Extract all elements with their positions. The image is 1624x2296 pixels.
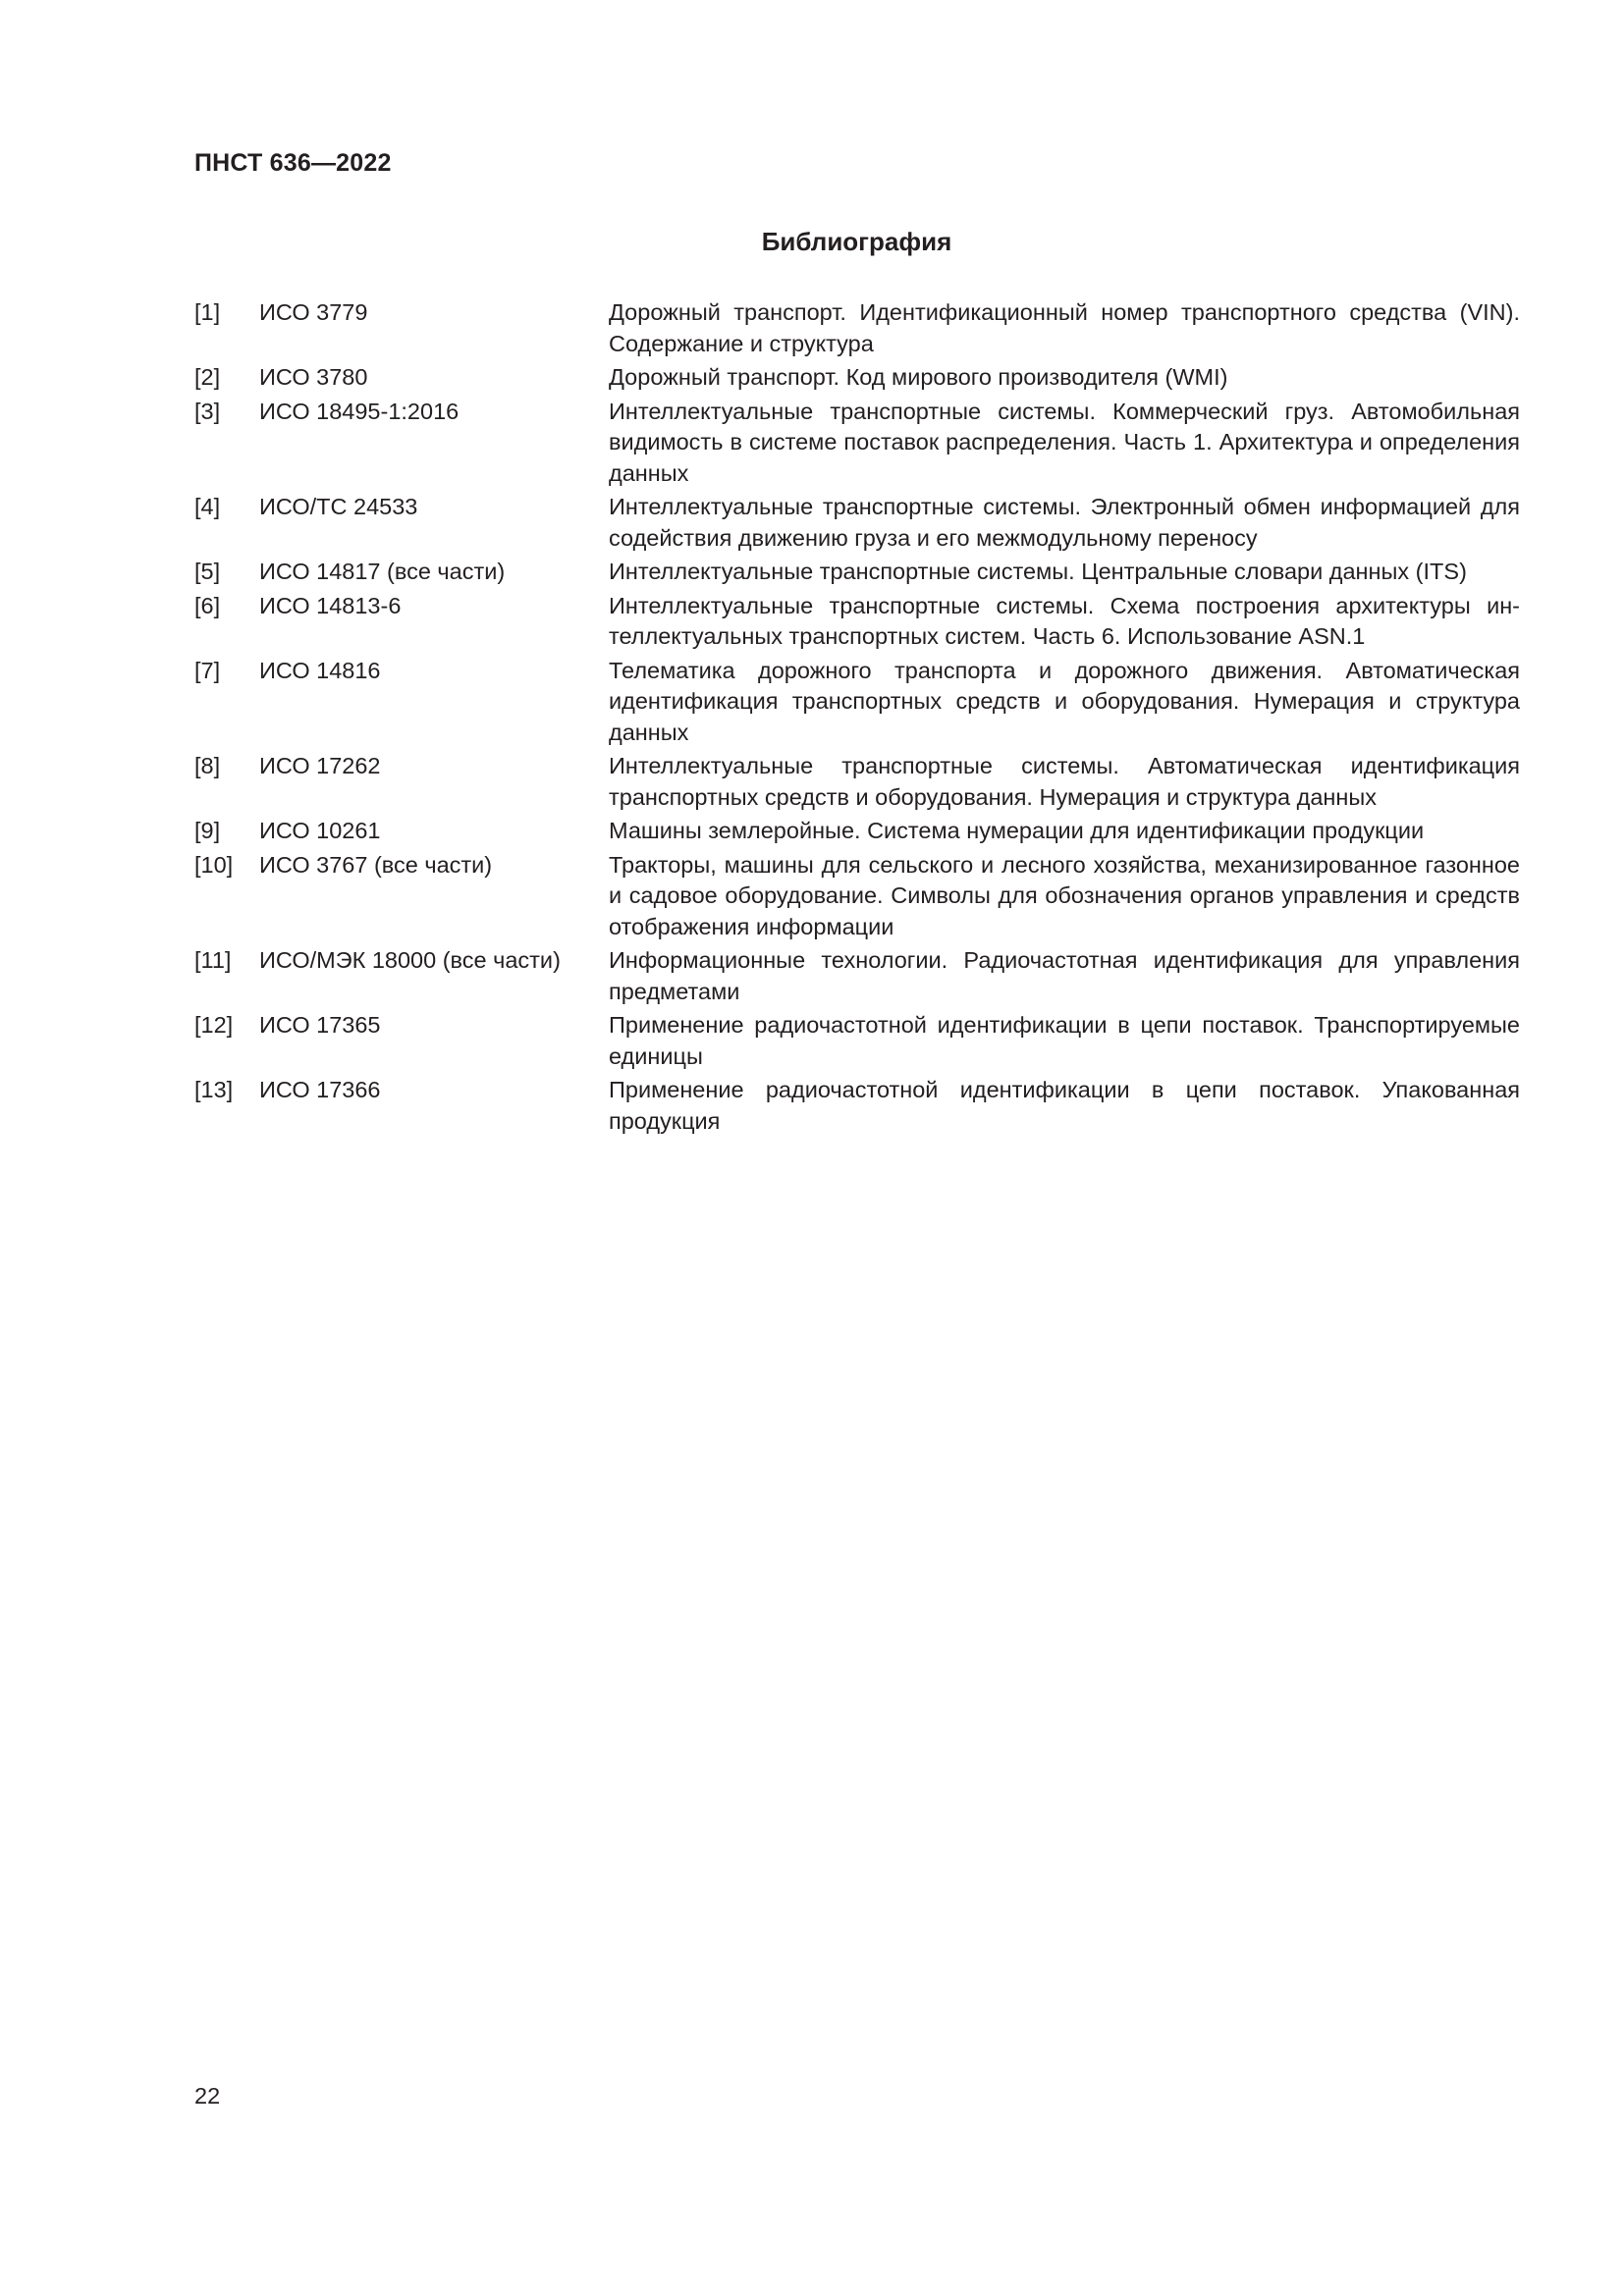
bibliography-entry bbox=[194, 751, 1520, 813]
bibliography-entry bbox=[194, 397, 1520, 490]
entry-title: Интеллектуальные транспортные системы. Электронный обмен информацией для содействия движению груза и его межмодульному переносу bbox=[609, 494, 1520, 551]
entry-title: Интеллектуальные транспортные системы. Центральные словари данных (ITS) bbox=[609, 559, 1467, 584]
entry-title: Дорожный транспорт. Идентификационный номер транспортного средства (VIN). Содержание и структура bbox=[609, 299, 1520, 356]
bibliography-entry bbox=[194, 297, 1520, 359]
entry-code: ИСО 17365 bbox=[259, 1012, 381, 1038]
bibliography-entry bbox=[194, 362, 1520, 394]
entry-number: [9] bbox=[194, 818, 221, 843]
entry-title: Интеллектуальные транспортные системы. Коммерческий груз. Автомобильная видимость в системе поставок распределения. Часть 1. Архитектура и определения данных bbox=[609, 398, 1520, 486]
bibliography-entry bbox=[194, 945, 1520, 1007]
bibliography-entry bbox=[194, 1075, 1520, 1137]
document-code: ПНСТ 636—2022 bbox=[194, 149, 392, 177]
entry-number: [10] bbox=[194, 851, 234, 878]
entry-number: [3] bbox=[194, 398, 221, 424]
entry-title: Тракторы, машины для сельского и лесного хозяйства, механизированное газонное и садовое оборудование. Символы для обозначения органов управления и средств отображения информации bbox=[609, 851, 1520, 939]
entry-title: Дорожный транспорт. Код мирового производителя (WMI) bbox=[609, 364, 1228, 390]
entry-number: [7] bbox=[194, 657, 221, 683]
entry-number: [5] bbox=[194, 559, 221, 584]
entry-code: ИСО 14816 bbox=[259, 657, 381, 683]
entry-code: ИСО 3767 (все части) bbox=[259, 851, 493, 878]
bibliography-entry bbox=[194, 492, 1520, 554]
bibliography-entry bbox=[194, 850, 1520, 943]
entry-code: ИСО/МЭК 18000 (все части) bbox=[259, 947, 561, 973]
entry-number: [13] bbox=[194, 1077, 234, 1102]
entry-title: Интеллектуальные транспортные системы. Автоматическая идентификация транспортных средств и оборудования. Нумерация и структура данных bbox=[609, 753, 1520, 810]
bibliography-entry bbox=[194, 1010, 1520, 1072]
entry-code: ИСО 10261 bbox=[259, 818, 381, 843]
entry-code: ИСО 3780 bbox=[259, 364, 368, 390]
entry-number: [4] bbox=[194, 494, 221, 519]
entry-title: Интеллектуальные транспортные системы. Схема построения архитектуры интеллектуальных транспортных систем. Часть 6. Использование ASN.1 bbox=[609, 592, 1520, 649]
entry-number: [1] bbox=[194, 299, 221, 325]
entry-number: [6] bbox=[194, 592, 221, 618]
entry-code: ИСО 17366 bbox=[259, 1077, 381, 1102]
entry-code: ИСО 17262 bbox=[259, 753, 381, 778]
entry-code: ИСО/ТС 24533 bbox=[259, 494, 418, 519]
entry-code: ИСО 3779 bbox=[259, 299, 368, 325]
bibliography-entry bbox=[194, 816, 1520, 847]
entry-code: ИСО 18495-1:2016 bbox=[259, 398, 460, 424]
entry-title: Применение радиочастотной идентификации в цепи поставок. Транспортируемые единицы bbox=[609, 1012, 1520, 1069]
bibliography-list bbox=[194, 297, 1520, 1140]
bibliography-entry bbox=[194, 591, 1520, 653]
bibliography-entry bbox=[194, 557, 1520, 588]
entry-number: [2] bbox=[194, 364, 221, 390]
entry-number: [12] bbox=[194, 1012, 234, 1038]
entry-title: Машины землеройные. Система нумерации для идентификации продукции bbox=[609, 818, 1425, 843]
entry-number: [8] bbox=[194, 753, 221, 778]
entry-title: Телематика дорожного транспорта и дорожного движения. Автоматическая идентификация транспортных средств и оборудования. Нумерация и структура данных bbox=[609, 657, 1520, 745]
bibliography-entry bbox=[194, 656, 1520, 749]
entry-title: Применение радиочастотной идентификации в цепи поставок. Упакованная продукция bbox=[609, 1077, 1520, 1134]
entry-code: ИСО 14813-6 bbox=[259, 592, 402, 618]
entry-code: ИСО 14817 (все части) bbox=[259, 559, 506, 584]
entry-title: Информационные технологии. Радиочастотная идентификация для управления предметами bbox=[609, 947, 1520, 1004]
entry-number: [11] bbox=[194, 947, 232, 973]
bibliography-heading: Библиография bbox=[761, 227, 952, 256]
page-number: 22 bbox=[194, 2083, 221, 2109]
